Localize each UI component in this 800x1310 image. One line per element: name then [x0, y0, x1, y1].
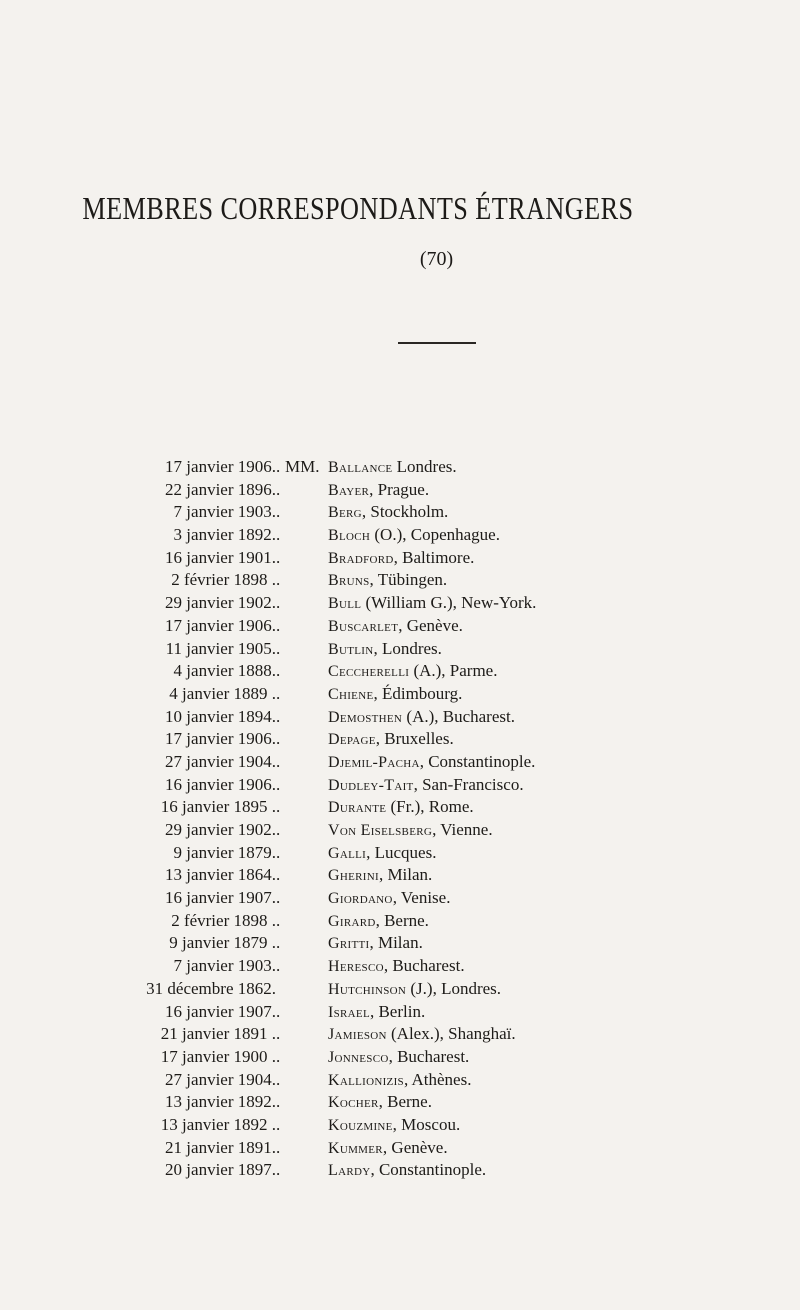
leader-dots: . — [276, 1092, 281, 1112]
member-name: Lardy — [328, 1162, 371, 1180]
member-entry — [328, 842, 436, 865]
election-date: 4 janvier 1889 . — [169, 683, 276, 703]
member-count: (70) — [419, 248, 454, 270]
member-entry — [328, 1023, 516, 1046]
member-location: , Prague. — [369, 479, 430, 499]
member-name: Hutchinson — [328, 980, 407, 998]
leader-dots: . — [276, 457, 281, 476]
divider-rule — [398, 342, 476, 344]
leader-dots: . — [276, 683, 281, 703]
list-item — [0, 796, 800, 819]
member-entry — [328, 1069, 471, 1092]
election-date: 22 janvier 1896. — [165, 479, 276, 499]
member-entry — [328, 683, 462, 706]
election-date: 16 janvier 1895 . — [160, 797, 276, 817]
election-date: 13 janvier 1892. — [165, 1092, 276, 1112]
member-entry — [328, 501, 448, 524]
member-name: Gritti — [328, 935, 370, 953]
member-name: Berg — [328, 504, 362, 522]
list-item — [0, 955, 800, 978]
member-location: (Alex.), Shanghaï. — [386, 1024, 516, 1044]
list-item — [0, 1114, 800, 1137]
member-list — [0, 456, 800, 1182]
member-name: Galli — [328, 844, 367, 862]
member-location: , Baltimore. — [393, 547, 475, 567]
election-date: 17 janvier 1900 . — [160, 1046, 276, 1066]
leader-dots: . — [276, 865, 281, 885]
honorific-prefix: MM. — [285, 457, 320, 476]
list-item — [0, 774, 800, 797]
member-location: , Lucques. — [366, 842, 437, 862]
leader-dots: . — [276, 1046, 281, 1066]
leader-dots: . — [276, 1160, 281, 1180]
member-location: , Genève. — [382, 1137, 448, 1157]
list-item — [0, 1001, 800, 1024]
member-location: , Genève. — [398, 615, 463, 635]
member-location: , Stockholm. — [361, 502, 449, 522]
list-item — [0, 978, 800, 1001]
member-location: , Moscou. — [392, 1114, 461, 1134]
list-item — [0, 1091, 800, 1114]
list-item — [0, 683, 800, 706]
member-location: (A.), Bucharest. — [402, 706, 515, 726]
member-name: Gherini — [328, 867, 379, 885]
leader-dots: . — [276, 820, 281, 839]
member-entry — [328, 932, 423, 955]
list-item — [0, 547, 800, 570]
leader-dots: . — [276, 570, 281, 590]
member-location: , Londres. — [373, 638, 442, 658]
member-entry — [328, 1137, 448, 1160]
election-date: 2 février 1898 . — [171, 910, 276, 930]
member-location: Londres. — [392, 457, 457, 476]
leader-dots: . — [276, 706, 281, 726]
member-location: , Milan. — [378, 865, 433, 885]
member-entry — [328, 569, 447, 592]
list-item — [0, 501, 800, 524]
member-entry — [328, 728, 454, 751]
member-entry — [328, 1114, 460, 1137]
leader-dots: . — [276, 1024, 281, 1044]
member-location: , Constantinople. — [370, 1160, 487, 1180]
list-item — [0, 592, 800, 615]
member-location: , Bucharest. — [388, 1046, 470, 1066]
member-name: Demosthen — [328, 708, 403, 726]
member-entry — [328, 547, 474, 570]
member-name: Girard — [328, 912, 376, 930]
election-date: 27 janvier 1904. — [165, 751, 276, 771]
member-name: Kouzmine — [328, 1116, 393, 1134]
member-entry — [328, 1046, 469, 1069]
member-entry — [328, 660, 497, 683]
leader-dots: . — [276, 593, 281, 613]
list-item — [0, 479, 800, 502]
member-name: Bloch — [328, 527, 371, 545]
member-entry — [328, 978, 501, 1001]
list-item — [0, 638, 800, 661]
leader-dots: . — [276, 638, 281, 658]
member-entry — [328, 819, 493, 842]
member-location: , Milan. — [369, 933, 423, 953]
leader-dots: . — [276, 888, 281, 908]
election-date: 11 janvier 1905. — [165, 638, 276, 658]
list-item — [0, 660, 800, 683]
list-item — [0, 615, 800, 638]
list-item — [0, 1159, 800, 1182]
leader-dots: . — [276, 1001, 281, 1021]
member-location: , Bucharest. — [383, 956, 465, 976]
member-name: Djemil-Pacha — [328, 753, 420, 771]
election-date: 29 janvier 1902. — [165, 593, 276, 613]
member-entry — [328, 774, 524, 797]
member-entry — [328, 638, 442, 661]
list-item — [0, 728, 800, 751]
list-item — [0, 524, 800, 547]
leader-dots: . — [276, 842, 281, 862]
member-entry — [328, 1001, 425, 1024]
member-location: (Fr.), Rome. — [386, 797, 474, 817]
member-name: Kocher — [328, 1094, 379, 1112]
list-item — [0, 456, 800, 479]
member-name: Butlin — [328, 640, 374, 658]
member-location: , Tübingen. — [369, 570, 448, 590]
member-name: Buscarlet — [328, 617, 399, 635]
member-entry — [328, 887, 450, 910]
member-location: , Édimbourg. — [373, 683, 463, 703]
member-entry — [328, 524, 500, 547]
leader-dots: . — [276, 774, 281, 794]
page-title: MEMBRES CORRESPONDANTS ÉTRANGERS — [82, 190, 634, 226]
member-location: (William G.), New-York. — [361, 593, 537, 613]
member-entry — [328, 615, 463, 638]
election-date: 10 janvier 1894. — [165, 706, 276, 726]
election-date: 9 janvier 1879 . — [169, 933, 276, 953]
member-name: Israel — [328, 1003, 370, 1021]
member-location: , Berlin. — [369, 1001, 426, 1021]
member-name: Kummer — [328, 1139, 383, 1157]
list-item — [0, 910, 800, 933]
list-item — [0, 932, 800, 955]
member-location: , Constantinople. — [419, 751, 536, 771]
member-name: Jonnesco — [328, 1048, 389, 1066]
election-date: 9 janvier 1879. — [173, 842, 276, 862]
election-date: 4 janvier 1888. — [173, 661, 276, 681]
member-location: , San-Francisco. — [413, 774, 524, 794]
election-date: 17 janvier 1906. — [165, 729, 276, 749]
election-date: 2 février 1898 . — [171, 570, 276, 590]
member-entry — [328, 864, 432, 887]
list-item — [0, 819, 800, 842]
leader-dots: . — [276, 1137, 281, 1157]
member-entry — [328, 751, 535, 774]
leader-dots: . — [276, 615, 281, 635]
member-entry — [328, 456, 457, 479]
member-entry — [328, 479, 429, 502]
leader-dots: . — [276, 661, 281, 681]
leader-dots: . — [276, 729, 281, 749]
election-date: 13 janvier 1892 . — [160, 1114, 276, 1134]
leader-dots: . — [276, 547, 281, 567]
leader-dots: . — [276, 797, 281, 817]
list-item — [0, 706, 800, 729]
election-date: 27 janvier 1904. — [165, 1069, 276, 1089]
member-name: Dudley-Tait — [328, 776, 414, 794]
leader-dots: . — [276, 479, 281, 499]
list-item — [0, 751, 800, 774]
member-entry — [328, 1159, 486, 1182]
member-location: (O.), Copenhague. — [370, 525, 500, 545]
member-name: Ceccherelli — [328, 663, 410, 681]
list-item — [0, 1046, 800, 1069]
member-name: Bull — [328, 595, 362, 613]
election-date: 31 décembre 1862. — [146, 978, 276, 998]
member-entry — [328, 1091, 432, 1114]
member-entry — [328, 796, 474, 819]
leader-dots: . — [276, 956, 281, 976]
member-location: , Berne. — [375, 910, 429, 930]
member-entry — [328, 910, 429, 933]
list-item — [0, 1137, 800, 1160]
election-date: 16 janvier 1907. — [165, 1001, 276, 1021]
list-item — [0, 842, 800, 865]
leader-dots: . — [276, 502, 281, 522]
member-name: Bayer — [328, 481, 370, 499]
member-name: Jamieson — [328, 1026, 387, 1044]
election-date: 21 janvier 1891 . — [160, 1024, 276, 1044]
election-date: 17 janvier 1906. — [165, 457, 276, 476]
member-name: Durante — [328, 799, 387, 817]
election-date: 7 janvier 1903. — [173, 956, 276, 976]
list-item — [0, 864, 800, 887]
election-date: 16 janvier 1906. — [165, 774, 276, 794]
member-name: Von Eiselsberg — [328, 822, 433, 839]
member-location: , Athènes. — [403, 1069, 472, 1089]
election-date: 7 janvier 1903. — [173, 502, 276, 522]
list-item — [0, 1023, 800, 1046]
member-location: (J.), Londres. — [406, 978, 502, 998]
list-item — [0, 887, 800, 910]
member-location: , Berne. — [378, 1092, 432, 1112]
election-date: 16 janvier 1907. — [165, 888, 276, 908]
member-location: , Venise. — [392, 888, 451, 908]
leader-dots: . — [276, 1114, 281, 1134]
member-name: Heresco — [328, 958, 384, 976]
election-date: 17 janvier 1906. — [165, 615, 276, 635]
member-name: Chiene — [328, 685, 374, 703]
election-date: 20 janvier 1897. — [165, 1160, 276, 1180]
member-name: Kallionizis — [328, 1071, 404, 1089]
leader-dots: . — [276, 933, 281, 953]
leader-dots: . — [276, 910, 281, 930]
election-date: 29 janvier 1902. — [165, 820, 276, 839]
member-location: (A.), Parme. — [409, 661, 498, 681]
election-date: 13 janvier 1864. — [165, 865, 276, 885]
member-entry — [328, 955, 465, 978]
member-name: Bruns — [328, 572, 370, 590]
leader-dots: . — [276, 751, 281, 771]
member-entry — [328, 592, 536, 615]
election-date: 21 janvier 1891. — [165, 1137, 276, 1157]
leader-dots: . — [276, 1069, 281, 1089]
leader-dots: . — [276, 525, 281, 545]
member-location: , Bruxelles. — [375, 729, 454, 749]
list-item — [0, 1069, 800, 1092]
member-name: Ballance — [328, 459, 393, 476]
election-date: 16 janvier 1901. — [165, 547, 276, 567]
member-location: , Vienne. — [432, 820, 493, 839]
member-name: Bradford — [328, 549, 394, 567]
member-name: Giordano — [328, 890, 393, 908]
member-entry — [328, 706, 515, 729]
list-item — [0, 569, 800, 592]
member-name: Depage — [328, 731, 376, 749]
election-date: 3 janvier 1892. — [173, 525, 276, 545]
